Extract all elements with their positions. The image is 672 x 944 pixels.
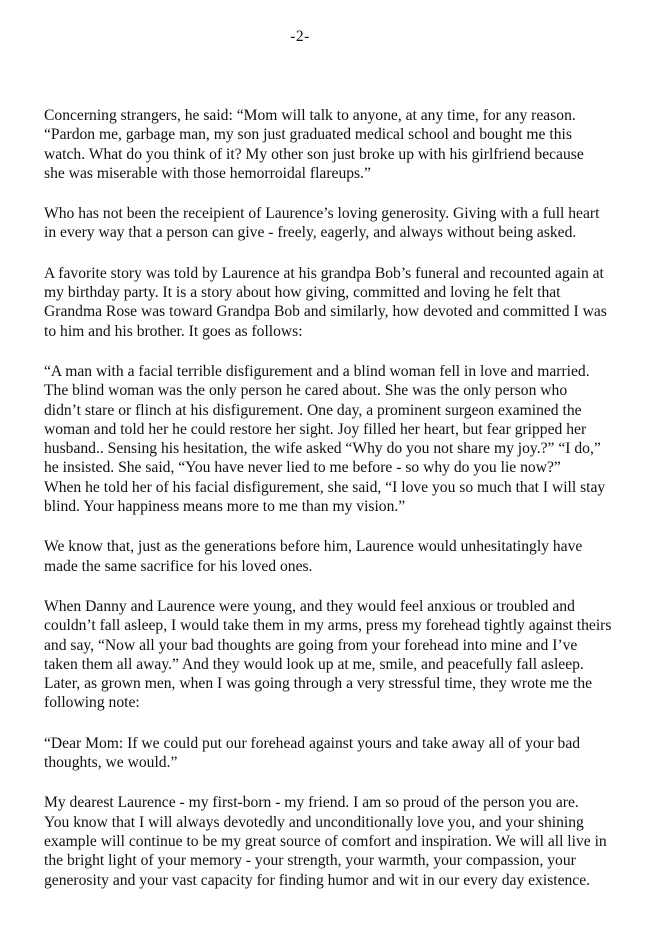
text-line: You know that I will always devotedly and unconditionally love you, and your shining <box>44 813 584 831</box>
text-line: watch. What do you think of it? My other son just broke up with his girlfriend because <box>44 145 584 163</box>
paragraph-closing <box>44 793 644 889</box>
text-line: to him and his brother. It goes as follows: <box>44 322 303 340</box>
text-line: my birthday party. It is a story about how giving, committed and loving he felt that <box>44 284 561 302</box>
paragraph-story <box>44 362 644 516</box>
text-line: following note: <box>44 694 140 712</box>
text-line: couldn’t fall asleep, I would take them in my arms, press my forehead tightly against theirs <box>44 617 612 635</box>
text-line: “Dear Mom: If we could put our forehead against yours and take away all of your bad <box>44 734 581 752</box>
paragraph-sacrifice <box>44 537 644 576</box>
text-line: generosity and your vast capacity for finding humor and wit in our every day existence. <box>44 871 591 889</box>
text-line: she was miserable with those hemorroidal flareups.” <box>44 164 371 182</box>
text-line: and say, “Now all your bad thoughts are going from your forehead into mine and I’ve <box>44 636 578 654</box>
text-line: woman and told her he could restore her sight. Joy filled her heart, but fear gripped her <box>44 420 587 438</box>
paragraph-note <box>44 734 644 773</box>
body-text <box>44 106 644 911</box>
text-line: “Pardon me, garbage man, my son just graduated medical school and bought me this <box>44 126 572 144</box>
text-line: the bright light of your memory - your strength, your warmth, your compassion, your <box>44 852 576 870</box>
paragraph-favorite-story <box>44 264 644 341</box>
text-line: blind. Your happiness means more to me than my vision.” <box>44 498 406 516</box>
text-line: didn’t stare or flinch at his disfigurement. One day, a prominent surgeon examined the <box>44 401 582 419</box>
text-line: made the same sacrifice for his loved ones. <box>44 557 313 575</box>
page-number: -2- <box>290 28 310 45</box>
text-line: When he told her of his facial disfigurement, she said, “I love you so much that I will stay <box>44 478 606 496</box>
paragraph-childhood <box>44 597 644 713</box>
paragraph-generosity <box>44 204 644 243</box>
text-line: Who has not been the receipient of Laurence’s loving generosity. Giving with a full heart <box>44 205 600 223</box>
text-line: When Danny and Laurence were young, and they would feel anxious or troubled and <box>44 597 575 615</box>
text-line: Concerning strangers, he said: “Mom will talk to anyone, at any time, for any reason. <box>44 107 576 124</box>
text-line: My dearest Laurence - my first-born - my friend. I am so proud of the person you are. <box>44 794 579 812</box>
text-line: he insisted. She said, “You have never lied to me before - so why do you lie now?” <box>44 459 561 477</box>
text-line: Grandma Rose was toward Grandpa Bob and similarly, how devoted and committed I was <box>44 303 607 321</box>
text-line: A favorite story was told by Laurence at his grandpa Bob’s funeral and recounted again at <box>44 264 604 282</box>
text-line: taken them all away.” And they would look up at me, smile, and peacefully fall asleep. <box>44 655 584 673</box>
text-line: We know that, just as the generations before him, Laurence would unhesitatingly have <box>44 538 583 556</box>
text-line: The blind woman was the only person he cared about. She was the only person who <box>44 382 568 400</box>
text-line: example will continue to be my great source of comfort and inspiration. We will all live in <box>44 832 607 850</box>
text-line: “A man with a facial terrible disfigurement and a blind woman fell in love and married. <box>44 362 590 380</box>
text-line: in every way that a person can give - freely, eagerly, and always without being asked. <box>44 224 577 242</box>
text-line: Later, as grown men, when I was going through a very stressful time, they wrote me the <box>44 675 593 693</box>
paragraph-strangers <box>44 106 644 183</box>
text-line: husband.. Sensing his hesitation, the wife asked “Why do you not share my joy.?” “I do,” <box>44 440 601 458</box>
text-line: thoughts, we would.” <box>44 754 178 772</box>
